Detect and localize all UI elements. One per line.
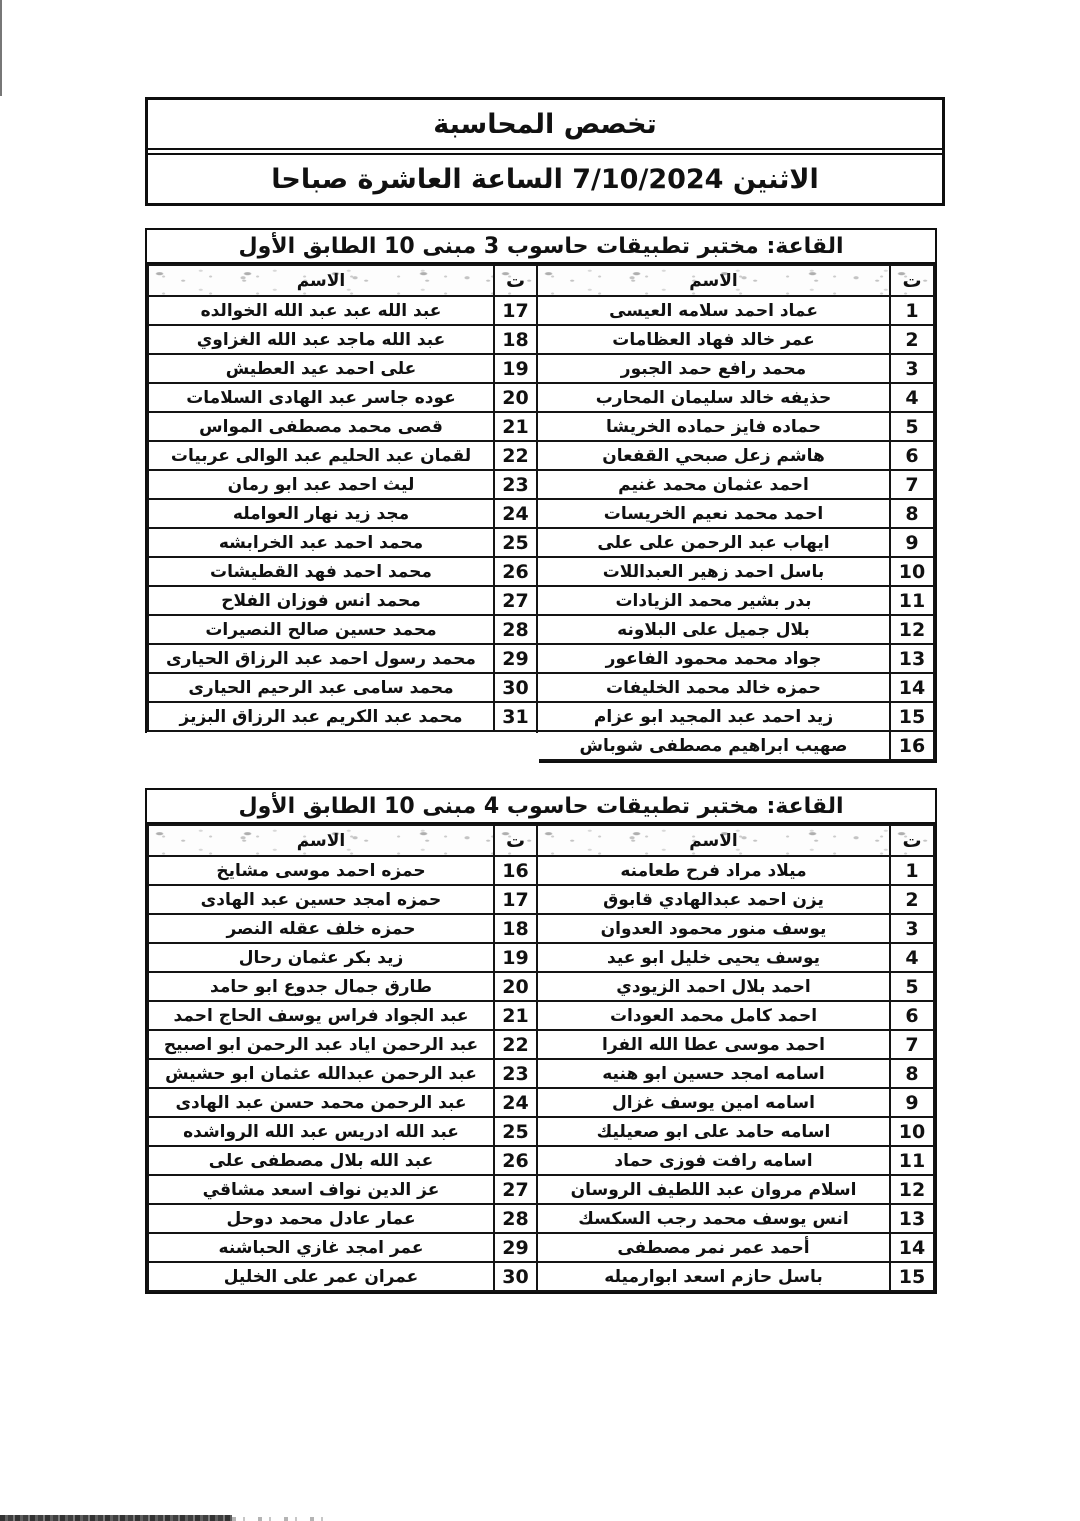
student-name-cell: عمر خالد فهاد العظامات — [537, 325, 890, 354]
scan-artifact-bottom-dots — [232, 1517, 332, 1521]
seat-number-cell: 10 — [890, 557, 934, 586]
table-row — [148, 644, 934, 673]
student-name-cell: حمزه امجد حسين عبد الهادى — [148, 885, 494, 914]
student-name-cell: مجد زيد نهار العوامله — [148, 499, 494, 528]
seat-number-cell: 18 — [494, 914, 537, 943]
student-name-cell: ليث احمد عبد ابو رمان — [148, 470, 494, 499]
student-name-cell: عبد الله ادريس عبد الله الرواشده — [148, 1117, 494, 1146]
student-name-cell: عبد الرحمن محمد حسن عبد الهادى — [148, 1088, 494, 1117]
seat-number-cell: 5 — [890, 972, 934, 1001]
seat-number-cell: 11 — [890, 586, 934, 615]
student-name-cell: حمزه احمد موسى مشايخ — [148, 856, 494, 885]
table-row — [148, 615, 934, 644]
seat-number-cell: 30 — [494, 1262, 537, 1291]
student-name-cell: ميلاد مراد فرح طعامنه — [537, 856, 890, 885]
seat-number-cell: 24 — [494, 499, 537, 528]
student-name-cell: عوده جاسر عبد الهادى السلامات — [148, 383, 494, 412]
seat-number-cell: 20 — [494, 972, 537, 1001]
seat-number-cell: 2 — [890, 885, 934, 914]
seat-number-cell: 8 — [890, 499, 934, 528]
seat-number-cell: 23 — [494, 1059, 537, 1088]
student-name-cell: حمزه خالد محمد الخليفات — [537, 673, 890, 702]
table-row — [148, 586, 934, 615]
student-name-cell: باسل حازم اسعد ابوارميله — [537, 1262, 890, 1291]
table-row — [148, 528, 934, 557]
table-row — [148, 1233, 934, 1262]
column-header-row — [148, 825, 934, 856]
seat-number-cell: 16 — [494, 856, 537, 885]
page-title: تخصص المحاسبة — [148, 100, 942, 150]
seat-number-cell: 5 — [890, 412, 934, 441]
scan-artifact-left-edge — [0, 0, 2, 96]
table-row — [148, 325, 934, 354]
table-row — [148, 1059, 934, 1088]
table-row — [148, 914, 934, 943]
student-name-cell: حمزه خلف عقله النصر — [148, 914, 494, 943]
header-box — [145, 97, 945, 206]
seat-number-cell: 31 — [494, 702, 537, 731]
student-name-cell: محمد انس فوزان الفلاح — [148, 586, 494, 615]
student-name-cell: اسامه حامد على ابو صعيليك — [537, 1117, 890, 1146]
table-row — [148, 470, 934, 499]
student-name-cell: عبد الجواد فراس يوسف الحاج احمد — [148, 1001, 494, 1030]
seat-number-cell: 21 — [494, 1001, 537, 1030]
roster-table-lab-4 — [145, 788, 937, 1294]
student-name-cell: اسامه امين يوسف غزال — [537, 1088, 890, 1117]
seat-number-cell: 1 — [890, 856, 934, 885]
seat-number-cell: 12 — [890, 615, 934, 644]
seat-number-cell: 19 — [494, 354, 537, 383]
seat-number-cell: 29 — [494, 1233, 537, 1262]
student-name-cell: عمار عادل محمد دوحل — [148, 1204, 494, 1233]
roster-body — [148, 856, 934, 1291]
student-name-cell: احمد موسى عطا الله الفرا — [537, 1030, 890, 1059]
student-name-cell: محمد احمد فهد القطيشات — [148, 557, 494, 586]
student-name-cell: أحمد عمر نمر مصطفى — [537, 1233, 890, 1262]
table-row — [148, 673, 934, 702]
student-name-cell: يوسف منور محمود العدوان — [537, 914, 890, 943]
seat-number-cell: 18 — [494, 325, 537, 354]
col-header-name: الاسم — [148, 265, 494, 296]
student-roster — [147, 824, 935, 1292]
student-name-cell: زيد بكر عثمان رحال — [148, 943, 494, 972]
table-row — [148, 383, 934, 412]
student-name-cell: محمد رسول احمد عبد الرزاق الحيارى — [148, 644, 494, 673]
seat-number-cell: 15 — [890, 702, 934, 731]
student-name-cell: جواد محمد محمود الفاعور — [537, 644, 890, 673]
student-name-cell: عماد احمد سلامه العيسى — [537, 296, 890, 325]
scan-missing-cell-patch — [144, 733, 539, 764]
student-name-cell: عبد الرحمن عبدالله عثمان ابو حشيش — [148, 1059, 494, 1088]
student-name-cell: عبد الله ماجد عبد الله الغزاوي — [148, 325, 494, 354]
student-name-cell: محمد حسين صالح النصيرات — [148, 615, 494, 644]
col-header-num: ت — [890, 825, 934, 856]
student-name-cell: لقمان عبد الحليم عبد الوالى عربيات — [148, 441, 494, 470]
col-header-name: الاسم — [148, 825, 494, 856]
seat-number-cell: 30 — [494, 673, 537, 702]
seat-number-cell: 28 — [494, 1204, 537, 1233]
roster-body — [148, 296, 934, 760]
student-name-cell: بدر بشير محمد الزيادات — [537, 586, 890, 615]
col-header-num: ت — [494, 265, 537, 296]
seat-number-cell: 25 — [494, 528, 537, 557]
seat-number-cell: 12 — [890, 1175, 934, 1204]
seat-number-cell: 7 — [890, 470, 934, 499]
student-name-cell: على احمد عيد العطيش — [148, 354, 494, 383]
exam-datetime: الاثنين 7/10/2024 الساعة العاشرة صباحا — [148, 153, 942, 203]
table-row — [148, 1117, 934, 1146]
seat-number-cell: 3 — [890, 354, 934, 383]
table-row — [148, 972, 934, 1001]
student-name-cell: عبد الله بلال مصطفى على — [148, 1146, 494, 1175]
student-name-cell: محمد سامى عبد الرحيم الحيارى — [148, 673, 494, 702]
seat-number-cell: 16 — [890, 731, 934, 760]
seat-number-cell: 4 — [890, 943, 934, 972]
seat-number-cell: 14 — [890, 1233, 934, 1262]
scan-artifact-bottom-strip — [0, 1515, 232, 1521]
student-name-cell: ايهاب عبد الرحمن على على — [537, 528, 890, 557]
table-row — [148, 412, 934, 441]
seat-number-cell: 8 — [890, 1059, 934, 1088]
seat-number-cell: 25 — [494, 1117, 537, 1146]
seat-number-cell: 14 — [890, 673, 934, 702]
student-name-cell: حذيفه خالد سليمان المحارب — [537, 383, 890, 412]
seat-number-cell: 2 — [890, 325, 934, 354]
seat-number-cell: 24 — [494, 1088, 537, 1117]
table-row — [148, 1175, 934, 1204]
seat-number-cell: 27 — [494, 1175, 537, 1204]
student-name-cell: احمد محمد نعيم الخريسات — [537, 499, 890, 528]
col-header-num: ت — [494, 825, 537, 856]
student-name-cell: باسل احمد زهير العبداللات — [537, 557, 890, 586]
student-name-cell: يوسف يحيى خليل ابو عيد — [537, 943, 890, 972]
student-name-cell: بلال جميل على البلاونه — [537, 615, 890, 644]
seat-number-cell: 10 — [890, 1117, 934, 1146]
table-row — [148, 885, 934, 914]
student-name-cell: محمد احمد عبد الخرابشه — [148, 528, 494, 557]
student-name-cell: احمد بلال احمد الزيودي — [537, 972, 890, 1001]
seat-number-cell: 6 — [890, 441, 934, 470]
seat-number-cell: 1 — [890, 296, 934, 325]
table-row — [148, 1030, 934, 1059]
table-row — [148, 1001, 934, 1030]
student-name-cell: يزن احمد عبدالهادي قابوق — [537, 885, 890, 914]
seat-number-cell: 11 — [890, 1146, 934, 1175]
table-title: القاعة: مختبر تطبيقات حاسوب 4 مبنى 10 الطابق الأول — [147, 790, 935, 824]
table-row — [148, 943, 934, 972]
seat-number-cell: 23 — [494, 470, 537, 499]
seat-number-cell: 4 — [890, 383, 934, 412]
seat-number-cell: 3 — [890, 914, 934, 943]
seat-number-cell: 22 — [494, 441, 537, 470]
student-name-cell: حماده فايز حماده الخريشا — [537, 412, 890, 441]
student-name-cell: هاشم زعل صبحي القفعان — [537, 441, 890, 470]
table-row — [148, 296, 934, 325]
table-row — [148, 1204, 934, 1233]
seat-number-cell: 13 — [890, 644, 934, 673]
student-name-cell: اسامه امجد حسين ابو هنيه — [537, 1059, 890, 1088]
seat-number-cell: 15 — [890, 1262, 934, 1291]
col-header-name: الاسم — [537, 265, 890, 296]
seat-number-cell: 21 — [494, 412, 537, 441]
seat-number-cell: 9 — [890, 528, 934, 557]
student-name-cell: زيد احمد عبد المجيد ابو عزام — [537, 702, 890, 731]
table-row — [148, 441, 934, 470]
student-name-cell: محمد عبد الكريم عبد الرزاق البزيز — [148, 702, 494, 731]
table-row — [148, 354, 934, 383]
student-name-cell: احمد عثمان محمد غنيم — [537, 470, 890, 499]
student-name-cell: عبد الله عبد عبد الله الخوالده — [148, 296, 494, 325]
table-row — [148, 1088, 934, 1117]
seat-number-cell: 26 — [494, 557, 537, 586]
seat-number-cell: 17 — [494, 296, 537, 325]
student-name-cell: احمد كامل محمد العودات — [537, 1001, 890, 1030]
table-title: القاعة: مختبر تطبيقات حاسوب 3 مبنى 10 الطابق الأول — [147, 230, 935, 264]
student-name-cell: اسامه رافت فوزى حماد — [537, 1146, 890, 1175]
seat-number-cell: 29 — [494, 644, 537, 673]
seat-number-cell: 20 — [494, 383, 537, 412]
seat-number-cell: 22 — [494, 1030, 537, 1059]
roster-table-lab-3 — [145, 228, 937, 763]
table-row — [148, 1146, 934, 1175]
student-name-cell: عمر امجد غازي الحباشنه — [148, 1233, 494, 1262]
seat-number-cell: 7 — [890, 1030, 934, 1059]
seat-number-cell: 9 — [890, 1088, 934, 1117]
seat-number-cell: 28 — [494, 615, 537, 644]
student-name-cell: قصى محمد مصطفى المواس — [148, 412, 494, 441]
seat-number-cell: 17 — [494, 885, 537, 914]
col-header-num: ت — [890, 265, 934, 296]
seat-number-cell: 19 — [494, 943, 537, 972]
student-name-cell: محمد رافع حمد الجبور — [537, 354, 890, 383]
column-header-row — [148, 265, 934, 296]
student-name-cell: صهيب ابراهيم مصطفى شوباش — [537, 731, 890, 760]
student-name-cell: عبد الرحمن اياد عبد الرحمن ابو اصبيح — [148, 1030, 494, 1059]
student-name-cell: عمران عمر على الخليل — [148, 1262, 494, 1291]
col-header-name: الاسم — [537, 825, 890, 856]
student-name-cell: عز الدين نواف اسعد مشاقي — [148, 1175, 494, 1204]
seat-number-cell: 27 — [494, 586, 537, 615]
table-row — [148, 856, 934, 885]
seat-number-cell: 26 — [494, 1146, 537, 1175]
table-row — [148, 1262, 934, 1291]
student-name-cell: اسلام مروان عبد اللطيف الروسان — [537, 1175, 890, 1204]
student-roster — [147, 264, 935, 761]
table-row — [148, 702, 934, 731]
table-row — [148, 557, 934, 586]
student-name-cell: طارق جمال جدوع ابو حامد — [148, 972, 494, 1001]
seat-number-cell: 6 — [890, 1001, 934, 1030]
student-name-cell: انس يوسف محمد رجب السكسك — [537, 1204, 890, 1233]
table-row — [148, 499, 934, 528]
seat-number-cell: 13 — [890, 1204, 934, 1233]
